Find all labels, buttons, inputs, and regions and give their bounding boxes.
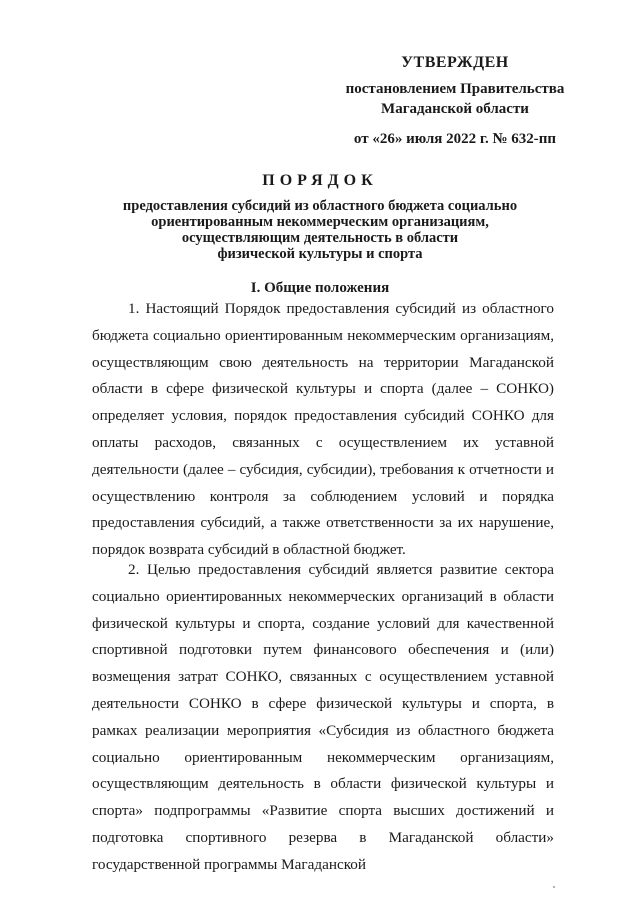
paragraph-1: 1. Настоящий Порядок предоставления субсидий из областного бюджета социально ориентированным некоммерческим организациям, осуществляющим свою деятельность на территории Магаданской области в сфере физической культуры и спорта (далее – СОНКО) определяет условия, порядок предоставления субсидий СОНКО для оплаты расходов, связанных с осуществлением их уставной деятельности (далее – субсидия, субсидии), требования к отчетности и осуществлению контроля за соблюдением условий и порядка предоставления субсидий, а также ответственности за их нарушение, порядок возврата субсидий в областной бюджет. xyxy=(92,300,554,559)
section-heading: I. Общие положения xyxy=(250,280,390,296)
document-title: ПОРЯДОК xyxy=(262,172,378,189)
scan-speck xyxy=(553,886,555,888)
approval-line-1: постановлением Правительства xyxy=(345,81,565,97)
subtitle-line: физической культуры и спорта xyxy=(217,246,423,262)
subtitle-line: осуществляющим деятельность в области xyxy=(181,230,459,246)
subtitle-line: ориентированным некоммерческим организациям, xyxy=(151,214,489,230)
approval-stamp: УТВЕРЖДЕН xyxy=(401,54,509,71)
approval-line-2: Магаданской области xyxy=(381,101,529,117)
approval-block xyxy=(340,54,570,148)
paragraph-2: 2. Целью предоставления субсидий является развитие сектора социально ориентированных некоммерческих организаций в области физической культуры и спорта, создание условий для качественной спортивной подготовки путем финансового обеспечения и (или) возмещения затрат СОНКО, связанных с осуществлением уставной деятельности СОНКО в сфере физической культуры и спорта, в рамках реализации мероприятия «Субсидия из областного бюджета социально ориентированным некоммерческим организациям, осуществляющим деятельность в области физической культуры и спорта» подпрограммы «Развитие спорта высших достижений и подготовка спортивного резерва в Магаданской области» государственной программы Магаданской xyxy=(92,561,554,873)
document-subtitle xyxy=(100,198,540,262)
subtitle-line: предоставления субсидий из областного бюджета социально xyxy=(122,198,518,214)
approval-date: от «26» июля 2022 г. № 632-пп xyxy=(353,131,557,147)
